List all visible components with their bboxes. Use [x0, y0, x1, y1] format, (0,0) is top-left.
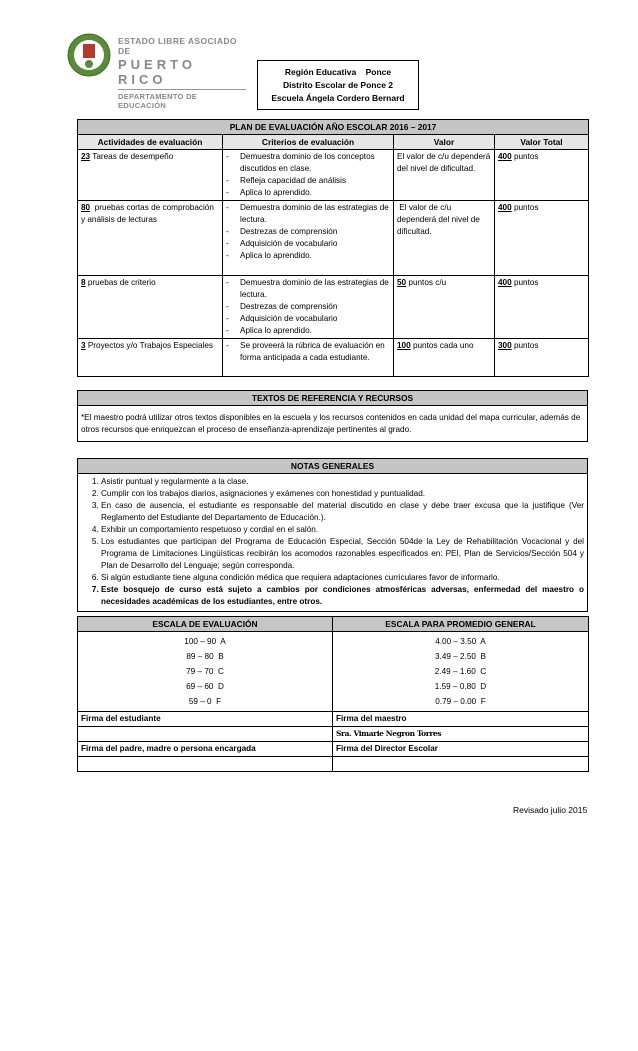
textos-body: *El maestro podrá utilizar otros textos disponibles en la escuela y los recursos contenidos en cada unidad del mapa curricular, además de otros recursos que enriquezcan el proceso de enseñanza-aprendizaje pertinentes al grado.	[78, 406, 588, 442]
value-cell	[394, 150, 495, 201]
col-header-criterios: Criterios de evaluación	[223, 135, 394, 150]
firma-estudiante-label: Firma del estudiante	[78, 712, 333, 727]
activity-text: pruebas cortas de comprobación y análisis de lecturas	[81, 203, 217, 224]
table-row	[78, 276, 589, 339]
criteria-item: - Se proveerá la rúbrica de evaluación en forma anticipada a cada estudiante.	[226, 340, 390, 364]
total-number: 400	[498, 203, 512, 212]
activity-count: 3	[81, 341, 86, 350]
notas-body	[78, 474, 588, 612]
plan-table	[77, 119, 589, 377]
textos-table	[77, 390, 588, 442]
total-number: 300	[498, 341, 512, 350]
plan-title: PLAN DE EVALUACIÓN AÑO ESCOLAR 2016 – 2017	[78, 120, 589, 135]
escala-right-row: 4.00 – 3.50 A	[435, 637, 486, 646]
escala-title-right: ESCALA PARA PROMEDIO GENERAL	[333, 617, 589, 632]
logo-line-3: DEPARTAMENTO DE EDUCACIÓN	[118, 89, 246, 110]
total-cell	[495, 276, 589, 339]
criteria-item: - Aplica lo aprendido.	[226, 187, 390, 199]
nota-item: 6. Si algún estudiante tiene alguna condición médica que requiera adaptaciones curriculares favor de informarlo.	[101, 572, 584, 584]
firmas-table	[77, 711, 589, 772]
criteria-item: - Demuestra dominio de las estrategias de lectura.	[226, 202, 390, 226]
col-header-actividades: Actividades de evaluación	[78, 135, 223, 150]
value-number: 100	[397, 341, 411, 350]
activity-cell	[78, 339, 223, 377]
escala-right-row: 0.79 – 0.00 F	[435, 697, 486, 706]
criteria-item: - Refleja capacidad de análisis	[226, 175, 390, 187]
escala-left-row: 59 – 0 F	[188, 697, 222, 706]
firma-estudiante-field[interactable]	[78, 727, 333, 742]
activity-text: Tareas de desempeño	[90, 152, 174, 161]
value-cell	[394, 276, 495, 339]
activity-cell	[78, 201, 223, 276]
firma-director-field[interactable]	[333, 757, 589, 772]
escala-table	[77, 616, 589, 712]
total-text: puntos	[511, 341, 539, 350]
criteria-item: - Adquisición de vocabulario	[226, 238, 390, 250]
textos-title: TEXTOS DE REFERENCIA Y RECURSOS	[78, 391, 588, 406]
criteria-cell	[223, 150, 394, 201]
region-line: Región Educativa Ponce	[284, 67, 392, 77]
doe-logo	[66, 32, 246, 110]
logo-line-1: ESTADO LIBRE ASOCIADO DE	[118, 36, 237, 56]
escala-right-row: 3.49 – 2.50 B	[435, 652, 486, 661]
escala-left-row: 100 – 90 A	[184, 637, 226, 646]
region-box	[257, 60, 419, 110]
escala-left-cell	[78, 632, 333, 712]
criteria-item: - Aplica lo aprendido.	[226, 250, 390, 262]
escala-left-row: 79 – 70 C	[186, 667, 224, 676]
criteria-item: - Adquisición de vocabulario	[226, 313, 390, 325]
total-cell	[495, 339, 589, 377]
firma-padre-label: Firma del padre, madre o persona encargada	[78, 742, 333, 757]
criteria-item: - Aplica lo aprendido.	[226, 325, 390, 337]
firma-maestro-label: Firma del maestro	[333, 712, 589, 727]
nota-item: 3. En caso de ausencia, el estudiante es responsable del material discutido en clase y debe traer excusa que la justifique (Ver Reglamento del Estudiante del Departamento de Educación.).	[101, 500, 584, 524]
activity-count: 8	[81, 278, 86, 287]
escala-left-row: 69 – 60 D	[186, 682, 224, 691]
value-cell	[394, 339, 495, 377]
criteria-cell	[223, 201, 394, 276]
criteria-cell	[223, 276, 394, 339]
nota-item: 7. Este bosquejo de curso está sujeto a cambios por condiciones atmosféricas adversas, enfermedad del maestro o necesidades académicas de los estudiantes, entre otros.	[101, 584, 584, 608]
maestro-signature: Sra. Vimarie Negron Torres	[336, 729, 442, 738]
total-number: 400	[498, 278, 512, 287]
total-cell	[495, 150, 589, 201]
total-text: puntos	[511, 152, 539, 161]
value-text: El valor de c/u dependerá del nivel de dificultad.	[397, 203, 483, 236]
escala-title-left: ESCALA DE EVALUACIÓN	[78, 617, 333, 632]
escala-left-row: 89 – 80 B	[186, 652, 224, 661]
value-text: puntos c/u	[406, 278, 447, 287]
value-number: 50	[397, 278, 407, 287]
criteria-item: - Destrezas de comprensión	[226, 226, 390, 238]
escala-right-cell	[333, 632, 589, 712]
col-header-valor-total: Valor Total	[495, 135, 589, 150]
table-row	[78, 339, 589, 377]
firma-padre-field[interactable]	[78, 757, 333, 772]
activity-count: 23	[81, 152, 91, 161]
district-line: Distrito Escolar de Ponce 2	[282, 80, 394, 90]
criteria-cell	[223, 339, 394, 377]
firma-maestro-field[interactable]	[333, 727, 589, 742]
school-line: Escuela Ángela Cordero Bernard	[271, 93, 405, 103]
total-cell	[495, 201, 589, 276]
firma-director-label: Firma del Director Escolar	[333, 742, 589, 757]
criteria-item: - Destrezas de comprensión	[226, 301, 390, 313]
nota-item: 5. Los estudiantes que participan del Programa de Educación Especial, Sección 504de la Ley de Rehabilitación Vocacional y del Programa de Limitaciones Lingüísticas recibirán los acomodos razonables especificados en: PEI, Plan de Servicios/Sección 504 y Plan de Desarrollo del Lenguaje; según corresponda.	[101, 536, 584, 572]
escala-right-row: 2.49 – 1.60 C	[434, 667, 487, 676]
puerto-rico-seal-icon	[66, 32, 112, 78]
activity-cell	[78, 276, 223, 339]
criteria-item: - Demuestra dominio de las estrategias de lectura.	[226, 277, 390, 301]
value-text: puntos cada uno	[410, 341, 474, 350]
nota-item: 4. Exhibir un comportamiento respetuoso y cordial en el salón.	[101, 524, 584, 536]
notas-title: NOTAS GENERALES	[78, 459, 588, 474]
total-text: puntos	[511, 278, 539, 287]
notas-table	[77, 458, 588, 612]
activity-cell	[78, 150, 223, 201]
activity-text: Proyectos y/o Trabajos Especiales	[85, 341, 213, 350]
total-text: puntos	[511, 203, 539, 212]
nota-item: 1. Asistir puntual y regularmente a la clase.	[101, 476, 584, 488]
value-cell	[394, 201, 495, 276]
criteria-item: - Demuestra dominio de los conceptos discutidos en clase.	[226, 151, 390, 175]
value-text: El valor de c/u dependerá del nivel de dificultad.	[397, 152, 493, 173]
activity-text: pruebas de criterio	[85, 278, 156, 287]
nota-item: 2. Cumplir con los trabajos diarios, asignaciones y exámenes con honestidad y puntualidad.	[101, 488, 584, 500]
activity-count: 80	[81, 203, 91, 212]
table-row	[78, 150, 589, 201]
revisado-note: Revisado julio 2015	[513, 805, 588, 815]
table-row	[78, 201, 589, 276]
logo-line-2: PUERTO RICO	[118, 57, 196, 87]
col-header-valor: Valor	[394, 135, 495, 150]
total-number: 400	[498, 152, 512, 161]
escala-right-row: 1.59 – 0.80 D	[434, 682, 487, 691]
